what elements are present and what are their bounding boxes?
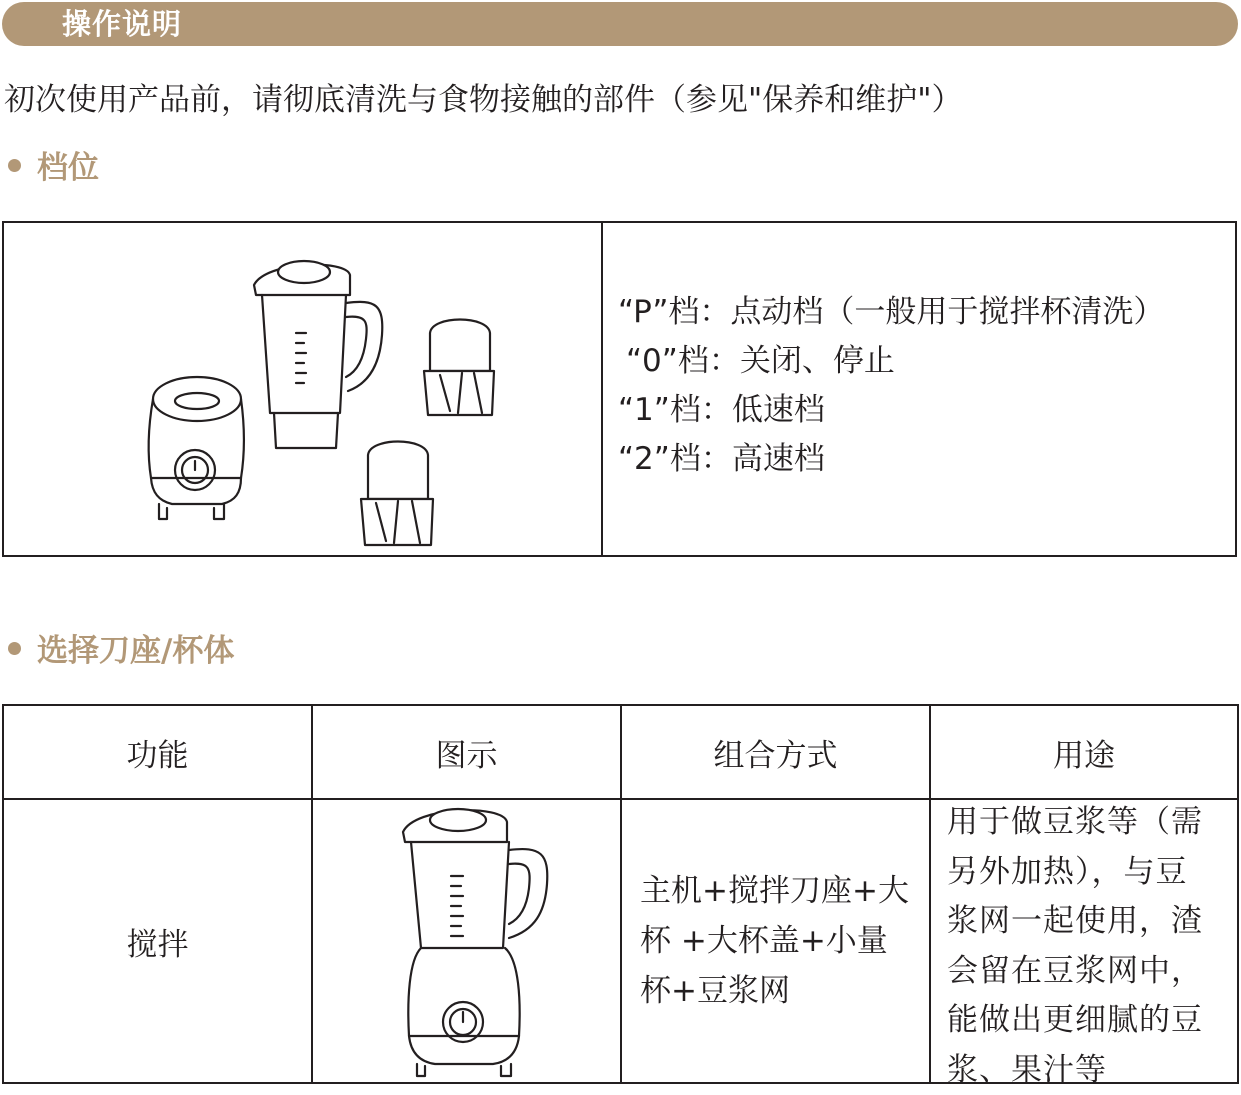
table-row bbox=[3, 799, 1238, 1083]
gear-box-divider bbox=[601, 223, 603, 555]
use-line: 浆、果汁等 bbox=[947, 1046, 1227, 1095]
grinder-cup-icon bbox=[424, 320, 494, 416]
column-header-use: 用途 bbox=[930, 705, 1238, 799]
page-title: 操作说明 bbox=[62, 6, 182, 42]
section-heading-gears bbox=[8, 148, 99, 188]
column-header-combination: 组合方式 bbox=[621, 705, 930, 799]
use-line: 能做出更细腻的豆 bbox=[947, 996, 1227, 1046]
column-header-illustration: 图示 bbox=[312, 705, 621, 799]
grinder-cup-icon bbox=[361, 442, 433, 546]
table-header-row bbox=[3, 705, 1238, 799]
section-heading-combo-label: 选择刀座/杯体 bbox=[37, 633, 234, 669]
large-jar-icon bbox=[254, 261, 382, 448]
illustration-cell bbox=[312, 799, 621, 1083]
parts-illustration bbox=[4, 223, 601, 555]
use-line: 另外加热），与豆 bbox=[947, 848, 1227, 898]
header-bar bbox=[2, 2, 1238, 46]
use-cell bbox=[930, 799, 1238, 1083]
section-heading-gears-label: 档位 bbox=[37, 150, 99, 186]
combination-line: 杯 +大杯盖+小量 bbox=[640, 916, 917, 966]
intro-text: 初次使用产品前，请彻底清洗与食物接触的部件（参见"保养和维护"） bbox=[4, 80, 963, 120]
use-line: 用于做豆浆等（需 bbox=[947, 798, 1227, 848]
bullet-dot-icon bbox=[8, 159, 21, 172]
section-heading-combo bbox=[8, 631, 234, 671]
blender-base-icon bbox=[149, 377, 244, 519]
column-header-function: 功能 bbox=[3, 705, 312, 799]
use-text bbox=[947, 798, 1227, 1095]
combination-line: 主机+搅拌刀座+大 bbox=[640, 866, 917, 916]
gear-item-1: “1”档：低速档 bbox=[618, 386, 1164, 435]
assembled-blender-icon bbox=[313, 800, 618, 1082]
combination-line: 杯+豆浆网 bbox=[640, 966, 917, 1016]
combination-cell bbox=[621, 799, 930, 1083]
use-line: 会留在豆浆网中， bbox=[947, 947, 1227, 997]
gear-item-0: “0”档：关闭、停止 bbox=[626, 337, 1164, 386]
use-line: 浆网一起使用，渣 bbox=[947, 897, 1227, 947]
gear-list bbox=[618, 288, 1164, 484]
combo-table bbox=[2, 704, 1239, 1084]
bullet-dot-icon bbox=[8, 642, 21, 655]
gear-item-p: “P”档：点动档（一般用于搅拌杯清洗） bbox=[618, 288, 1164, 337]
function-cell: 搅拌 bbox=[3, 799, 312, 1083]
gear-item-2: “2”档：高速档 bbox=[618, 435, 1164, 484]
